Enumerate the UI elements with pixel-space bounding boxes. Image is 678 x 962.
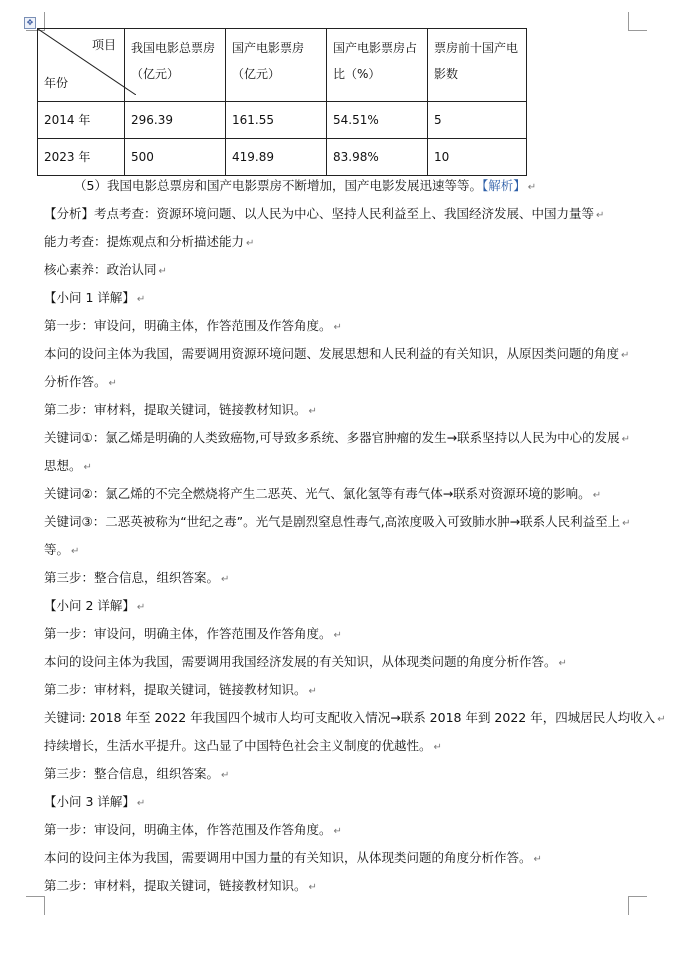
paragraph-mark-icon: ↵ (221, 770, 230, 781)
table-row (38, 139, 527, 176)
text-line-content: 【小问 1 详解】 (44, 290, 135, 305)
text-line (44, 424, 634, 452)
paragraph-mark-icon: ↵ (136, 798, 146, 809)
text-line (44, 844, 634, 872)
paragraph-mark-icon: ↵ (527, 182, 537, 193)
paragraph-mark-icon: ↵ (333, 826, 342, 837)
text-line-content: 分析作答。 (44, 374, 107, 389)
paragraph-mark-icon: ↵ (108, 378, 117, 389)
text-line (44, 340, 634, 368)
document-body (44, 172, 666, 900)
text-line-content: 关键词①：氯乙烯是明确的人类致癌物,可导致多系统、多器官肿瘤的发生→联系坚持以人民为中心的发展 (44, 430, 620, 445)
text-line (44, 536, 634, 564)
table-cell: 54.51% (327, 102, 428, 139)
text-line-content: 关键词: 2018 年至 2022 年我国四个城市人均可支配收入情况→联系 2018 年到 2022 年，四城居民人均收入 (44, 710, 656, 725)
text-line (44, 592, 634, 620)
header-year-label: 年份 (44, 76, 69, 90)
text-line-content: 思想。 (44, 458, 82, 473)
text-line-content: 关键词③：二恶英被称为“世纪之毒”。光气是剧烈窒息性毒气,高浓度吸入可致肺水肿→联系人民利益至上 (44, 514, 621, 529)
header-item-label: 项目 (91, 38, 116, 52)
table-cell: 419.89 (226, 139, 327, 176)
paragraph-mark-icon: ↵ (83, 462, 92, 473)
text-line-content: 第三步：整合信息，组织答案。 (44, 570, 220, 585)
paragraph-mark-icon: ↵ (433, 742, 442, 753)
table-cell: 2014 年 (38, 102, 125, 139)
column-header: 我国电影总票房（亿元） (125, 29, 226, 102)
text-line-content: 关键词②：氯乙烯的不完全燃烧将产生二恶英、光气、氯化氢等有毒气体→联系对资源环境的影响。 (44, 486, 591, 501)
text-line (44, 452, 634, 480)
text-line-content: 能力考查：提炼观点和分析描述能力 (44, 234, 245, 249)
paragraph-mark-icon: ↵ (558, 658, 567, 669)
paragraph-mark-icon: ↵ (308, 686, 317, 697)
paragraph-mark-icon: ↵ (71, 546, 80, 557)
text-line-content: （5）我国电影总票房和国产电影票房不断增加，国产电影发展迅速等等。 (74, 178, 482, 193)
text-line-content: 本问的设问主体为我国，需要调用中国力量的有关知识，从体现类问题的角度分析作答。 (44, 850, 532, 865)
page-corner-mark-bottom-left (26, 896, 45, 915)
paragraph-mark-icon: ↵ (246, 238, 255, 249)
text-line-content: 第二步：审材料，提取关键词，链接教材知识。 (44, 402, 307, 417)
text-line-content: 【小问 3 详解】 (44, 794, 135, 809)
text-line-content: 第一步：审设问，明确主体，作答范围及作答角度。 (44, 318, 332, 333)
text-line-content: 第二步：审材料，提取关键词，链接教材知识。 (44, 682, 307, 697)
text-line-content: 第一步：审设问，明确主体，作答范围及作答角度。 (44, 822, 332, 837)
text-line-content: 本问的设问主体为我国，需要调用资源环境问题、发展思想和人民利益的有关知识，从原因类问题的角度 (44, 346, 620, 361)
text-line (44, 368, 634, 396)
text-line (44, 760, 634, 788)
text-line (44, 872, 634, 900)
table-header-row (38, 29, 527, 102)
text-line (44, 172, 634, 200)
text-line (44, 676, 634, 704)
text-line (44, 564, 634, 592)
text-line-content: 持续增长，生活水平提升。这凸显了中国特色社会主义制度的优越性。 (44, 738, 432, 753)
paragraph-mark-icon: ↵ (657, 714, 666, 725)
column-header: 票房前十国产电影数 (428, 29, 527, 102)
diagonal-header-cell (38, 29, 125, 102)
paragraph-mark-icon: ↵ (308, 882, 317, 893)
column-header: 国产电影票房（亿元） (226, 29, 327, 102)
text-line (44, 312, 634, 340)
column-header: 国产电影票房占比（%） (327, 29, 428, 102)
text-line (44, 200, 634, 228)
text-line (44, 704, 666, 732)
text-line (44, 816, 634, 844)
text-line-content: 【分析】考点考查：资源环境问题、以人民为中心、坚持人民利益至上、我国经济发展、中国力量等 (44, 206, 595, 221)
text-line (44, 788, 634, 816)
table-move-handle-icon[interactable]: ✥ (24, 17, 36, 29)
text-line (44, 620, 634, 648)
table-cell: 161.55 (226, 102, 327, 139)
paragraph-mark-icon: ↵ (308, 406, 317, 417)
paragraph-mark-icon: ↵ (333, 630, 342, 641)
text-line (44, 648, 634, 676)
paragraph-mark-icon: ↵ (592, 490, 602, 501)
analysis-tag: 【解析】 (481, 178, 526, 193)
table-row (38, 102, 527, 139)
table-cell: 5 (428, 102, 527, 139)
paragraph-mark-icon: ↵ (621, 434, 631, 445)
paragraph-mark-icon: ↵ (333, 322, 342, 333)
table-cell: 10 (428, 139, 527, 176)
paragraph-mark-icon: ↵ (621, 350, 630, 361)
paragraph-mark-icon: ↵ (136, 294, 146, 305)
text-line-content: 【小问 2 详解】 (44, 598, 135, 613)
text-line (44, 480, 634, 508)
paragraph-mark-icon: ↵ (533, 854, 542, 865)
paragraph-mark-icon: ↵ (622, 518, 631, 529)
text-line-content: 本问的设问主体为我国，需要调用我国经济发展的有关知识，从体现类问题的角度分析作答。 (44, 654, 557, 669)
paragraph-mark-icon: ↵ (136, 602, 146, 613)
text-line-content: 等。 (44, 542, 70, 557)
text-line (44, 508, 634, 536)
text-line-content: 第三步：整合信息，组织答案。 (44, 766, 220, 781)
text-line (44, 732, 634, 760)
text-line (44, 396, 634, 424)
text-line (44, 284, 634, 312)
text-line-content: 第一步：审设问，明确主体，作答范围及作答角度。 (44, 626, 332, 641)
paragraph-mark-icon: ↵ (221, 574, 230, 585)
table-cell: 296.39 (125, 102, 226, 139)
text-line (44, 256, 634, 284)
page-corner-mark-top-right (628, 12, 647, 31)
box-office-table (37, 28, 527, 176)
text-line-content: 核心素养：政治认同 (44, 262, 157, 277)
paragraph-mark-icon: ↵ (596, 210, 605, 221)
table-cell: 2023 年 (38, 139, 125, 176)
table-cell: 83.98% (327, 139, 428, 176)
text-line (44, 228, 634, 256)
table-cell: 500 (125, 139, 226, 176)
paragraph-mark-icon: ↵ (158, 266, 167, 277)
text-line-content: 第二步：审材料，提取关键词，链接教材知识。 (44, 878, 307, 893)
